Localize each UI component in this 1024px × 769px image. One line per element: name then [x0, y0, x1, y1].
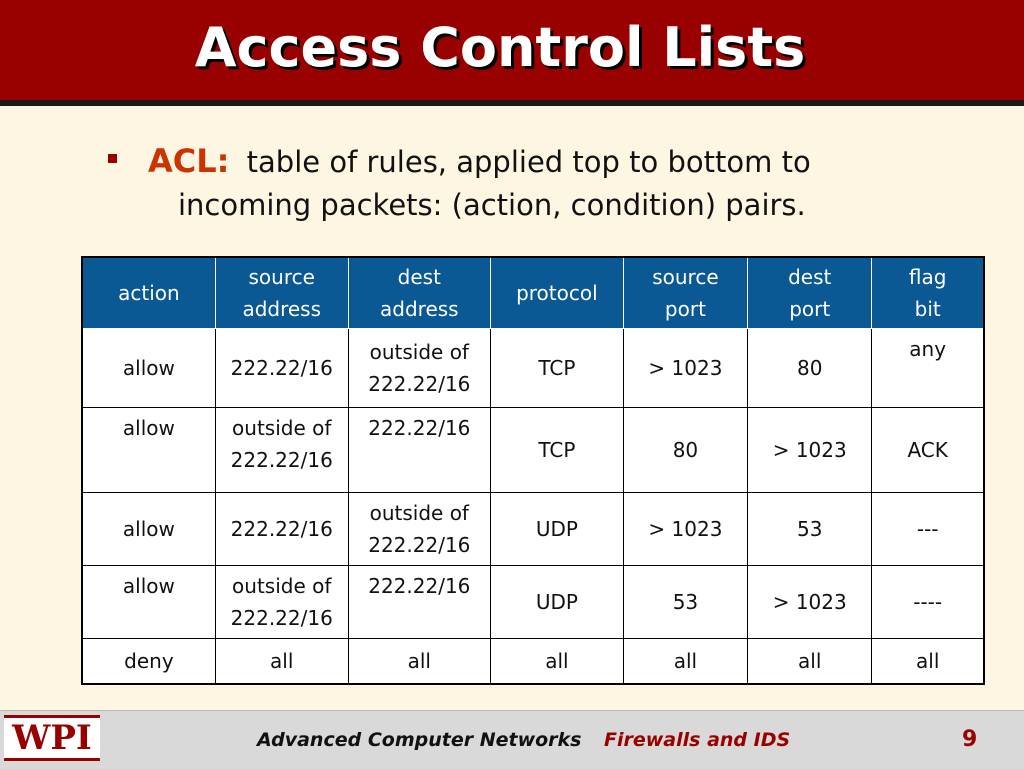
cell-dest-address: all — [348, 639, 490, 685]
cell-dest-port: all — [748, 639, 872, 685]
acl-table — [81, 256, 985, 685]
cell-action: allow — [82, 493, 215, 566]
cell-action: allow — [82, 408, 215, 493]
wpi-logo: WPI — [4, 715, 100, 761]
footer-bar — [0, 710, 1024, 769]
bullet-text-line1: table of rules, applied top to bottom to — [246, 145, 811, 179]
acl-term: ACL: — [148, 142, 230, 180]
cell-protocol: UDP — [490, 566, 623, 639]
cell-dest-port: 80 — [748, 329, 872, 408]
table-row — [82, 639, 984, 685]
header-flag-bit: flag bit — [872, 257, 984, 329]
header-source-port: source port — [623, 257, 747, 329]
cell-source-port: > 1023 — [623, 329, 747, 408]
cell-dest-port: > 1023 — [748, 566, 872, 639]
cell-flag-bit: ACK — [872, 408, 984, 493]
cell-source-address: outside of 222.22/16 — [215, 408, 348, 493]
footer-course-title: Advanced Computer Networks — [257, 729, 582, 751]
bullet-text — [148, 140, 928, 183]
cell-protocol: UDP — [490, 493, 623, 566]
cell-dest-port: > 1023 — [748, 408, 872, 493]
cell-dest-address: outside of 222.22/16 — [348, 493, 490, 566]
table-row — [82, 329, 984, 408]
cell-action: allow — [82, 566, 215, 639]
cell-dest-address: 222.22/16 — [348, 408, 490, 493]
cell-flag-bit: any — [872, 329, 984, 408]
header-source-address: source address — [215, 257, 348, 329]
cell-source-address: outside of 222.22/16 — [215, 566, 348, 639]
cell-protocol: all — [490, 639, 623, 685]
header-protocol: protocol — [490, 257, 623, 329]
table-row — [82, 493, 984, 566]
cell-action: allow — [82, 329, 215, 408]
table-header-row — [82, 257, 984, 329]
cell-source-address: 222.22/16 — [215, 329, 348, 408]
table-row — [82, 408, 984, 493]
cell-dest-address: 222.22/16 — [348, 566, 490, 639]
cell-action: deny — [82, 639, 215, 685]
cell-source-port: 53 — [623, 566, 747, 639]
cell-protocol: TCP — [490, 329, 623, 408]
cell-flag-bit: all — [872, 639, 984, 685]
square-bullet-icon — [108, 154, 117, 163]
cell-flag-bit: ---- — [872, 566, 984, 639]
header-dest-port: dest port — [748, 257, 872, 329]
header-dest-address: dest address — [348, 257, 490, 329]
bullet-text-line2: incoming packets: (action, condition) pairs. — [178, 188, 806, 222]
table-row — [82, 566, 984, 639]
cell-dest-port: 53 — [748, 493, 872, 566]
cell-source-address: all — [215, 639, 348, 685]
cell-source-port: all — [623, 639, 747, 685]
cell-dest-address: outside of 222.22/16 — [348, 329, 490, 408]
footer-topic: Firewalls and IDS — [604, 729, 791, 751]
slide-title: Access Control Lists — [194, 16, 806, 79]
page-number: 9 — [962, 727, 978, 752]
cell-protocol: TCP — [490, 408, 623, 493]
header-action: action — [82, 257, 215, 329]
title-bar — [0, 0, 1024, 106]
cell-flag-bit: --- — [872, 493, 984, 566]
cell-source-port: > 1023 — [623, 493, 747, 566]
cell-source-address: 222.22/16 — [215, 493, 348, 566]
cell-source-port: 80 — [623, 408, 747, 493]
